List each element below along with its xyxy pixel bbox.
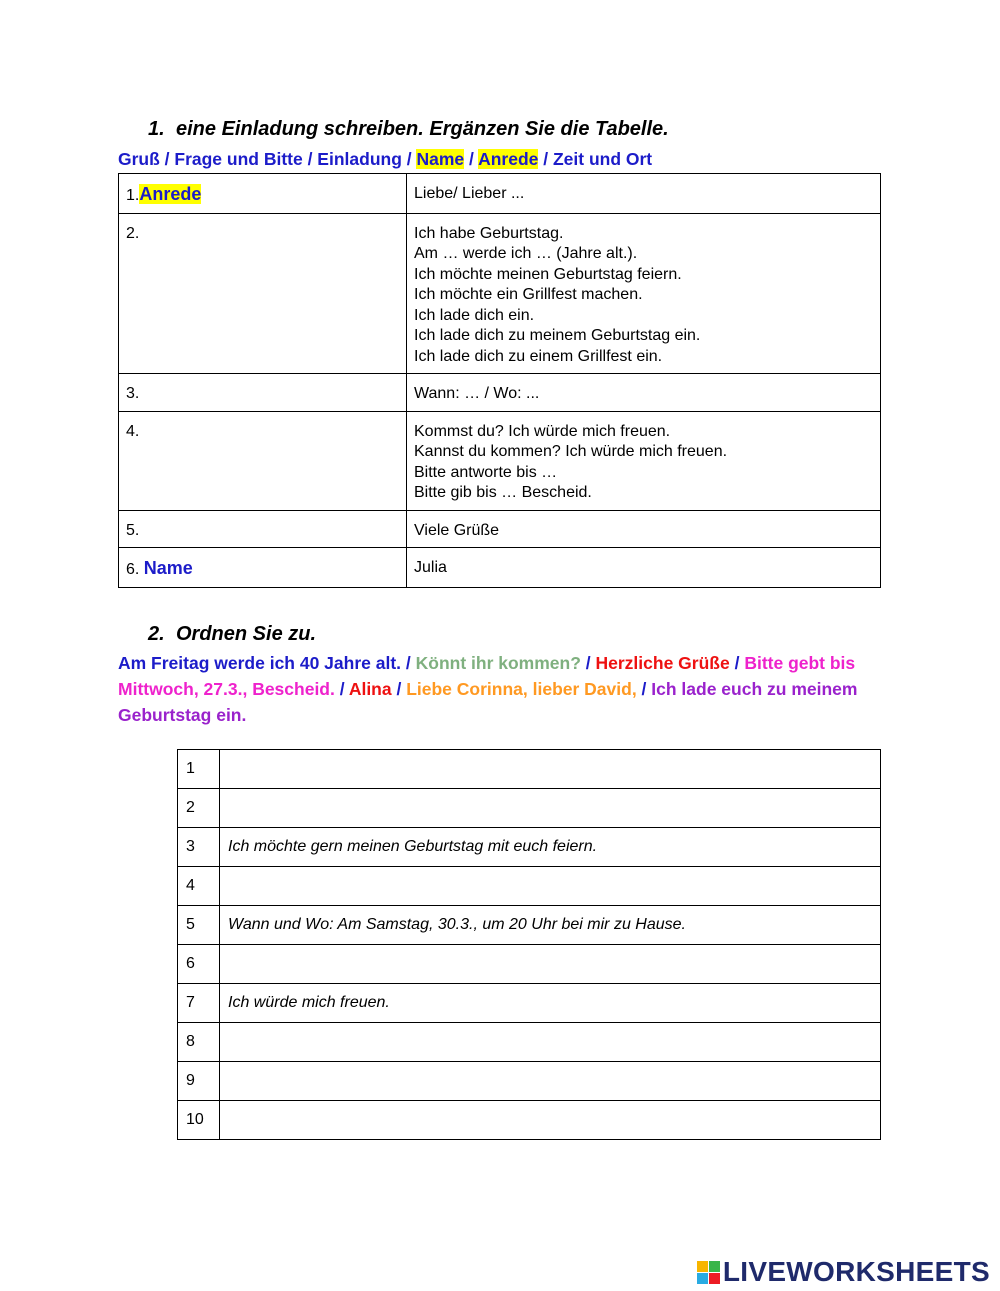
category-cell[interactable]: [119, 374, 407, 412]
row-number: 6: [178, 945, 220, 984]
logo-square: [697, 1261, 708, 1272]
example-cell: [407, 548, 881, 588]
example-cell: [407, 213, 881, 374]
word-bank-2-segment: /: [334, 679, 349, 699]
row-number: 6.: [126, 561, 144, 578]
table-row: [178, 867, 881, 906]
row-number: 2: [178, 789, 220, 828]
table-row: [178, 906, 881, 945]
example-cell: [407, 374, 881, 412]
word-bank-2-segment: Könnt ihr kommen?: [415, 653, 581, 673]
row-number: 3.: [126, 385, 140, 402]
table-row: [119, 548, 881, 588]
table-row: [119, 411, 881, 510]
table-row: [178, 945, 881, 984]
word-bank-2-segment: Herzliche Grüße: [595, 653, 730, 673]
example-cell: [407, 411, 881, 510]
table-row: [178, 789, 881, 828]
example-line: Ich habe Geburtstag.: [414, 224, 564, 242]
table-row: [178, 828, 881, 867]
example-line: Ich lade dich zu meinem Geburtstag ein.: [414, 327, 701, 344]
table-row: [178, 750, 881, 789]
word-bank-2-segment: /: [636, 679, 652, 699]
section-2-title: Ordnen Sie zu.: [176, 623, 317, 645]
category-cell[interactable]: [119, 174, 407, 214]
word-bank-2-segment: /: [401, 653, 416, 673]
row-number: 5: [178, 906, 220, 945]
row-number: 1.: [126, 187, 140, 204]
example-line: Julia: [414, 559, 447, 576]
table-row: [119, 374, 881, 412]
row-number: 4.: [126, 422, 140, 440]
example-line: Kommst du? Ich würde mich freuen.: [414, 422, 671, 440]
example-line: Viele Grüße: [414, 521, 500, 539]
row-number: 10: [178, 1101, 220, 1140]
ordering-table: [177, 749, 881, 1140]
row-number: 9: [178, 1062, 220, 1101]
answer-input-cell[interactable]: [220, 1023, 881, 1062]
table-row: [178, 1101, 881, 1140]
section-2-heading: [148, 623, 316, 646]
row-number: 2.: [126, 224, 140, 242]
logo-square: [709, 1273, 720, 1284]
row-number: 3: [178, 828, 220, 867]
category-answer: Name: [143, 558, 193, 578]
row-number: 5.: [126, 521, 140, 539]
given-sentence: Ich möchte gern meinen Geburtstag mit euch feiern.: [220, 828, 881, 867]
word-bank-1-segment: Gruß / Frage und Bitte / Einladung /: [118, 149, 417, 169]
category-cell[interactable]: [119, 510, 407, 548]
category-cell[interactable]: [119, 411, 407, 510]
word-bank-2-segment: Ich lade euch zu meinem Geburtstag ein.: [118, 679, 858, 725]
example-line: Ich möchte ein Grillfest machen.: [414, 286, 643, 303]
category-answer: Anrede: [139, 184, 202, 204]
table-row: [119, 213, 881, 374]
word-bank-1-segment: Anrede: [478, 149, 539, 169]
row-number: 1: [178, 750, 220, 789]
logo-text: LIVEWORKSHEETS: [722, 1256, 990, 1287]
table-row: [119, 510, 881, 548]
liveworksheets-logo: [697, 1256, 990, 1288]
given-sentence: Wann und Wo: Am Samstag, 30.3., um 20 Uhr bei mir zu Hause.: [220, 906, 881, 945]
word-bank-1-segment: / Zeit und Ort: [538, 149, 653, 169]
word-bank-1-segment: /: [464, 149, 479, 169]
answer-input-cell[interactable]: [220, 1062, 881, 1101]
word-bank-2-segment: Liebe Corinna, lieber David,: [406, 679, 637, 699]
logo-mark-icon: [697, 1261, 720, 1284]
example-cell: [407, 510, 881, 548]
row-number: 7: [178, 984, 220, 1023]
word-bank-2-segment: Am Freitag werde ich 40 Jahre alt.: [118, 653, 402, 673]
logo-square: [697, 1273, 708, 1284]
invitation-structure-table: [118, 173, 881, 588]
example-line: Bitte antworte bis …: [414, 463, 558, 481]
category-cell[interactable]: [119, 548, 407, 588]
table-row: [178, 1062, 881, 1101]
example-line: Bitte gib bis … Bescheid.: [414, 484, 592, 501]
example-cell: [407, 174, 881, 214]
word-bank-2-segment: /: [391, 679, 407, 699]
category-cell[interactable]: [119, 213, 407, 374]
example-line: Ich lade dich zu einem Grillfest ein.: [414, 347, 663, 365]
section-2-word-bank: [118, 650, 888, 728]
word-bank-1-segment: Name: [416, 149, 465, 169]
section-1-word-bank: [118, 146, 652, 172]
row-number: 8: [178, 1023, 220, 1062]
table-row: [178, 984, 881, 1023]
word-bank-2-segment: Alina: [348, 679, 392, 699]
logo-square: [709, 1261, 720, 1272]
example-line: Ich möchte meinen Geburtstag feiern.: [414, 265, 682, 283]
section-1-number: 1.: [148, 118, 165, 140]
answer-input-cell[interactable]: [220, 750, 881, 789]
row-number: 4: [178, 867, 220, 906]
section-2-number: 2.: [148, 623, 165, 645]
section-1-title: eine Einladung schreiben. Ergänzen Sie die Tabelle.: [176, 118, 669, 140]
word-bank-2-segment: /: [729, 653, 745, 673]
answer-input-cell[interactable]: [220, 945, 881, 984]
example-line: Am … werde ich … (Jahre alt.).: [414, 245, 638, 262]
example-line: Ich lade dich ein.: [414, 306, 535, 324]
answer-input-cell[interactable]: [220, 1101, 881, 1140]
table-row: [178, 1023, 881, 1062]
example-line: Liebe/ Lieber ...: [414, 185, 525, 202]
answer-input-cell[interactable]: [220, 867, 881, 906]
example-line: Kannst du kommen? Ich würde mich freuen.: [414, 443, 728, 460]
answer-input-cell[interactable]: [220, 789, 881, 828]
section-1-heading: [148, 118, 669, 141]
given-sentence: Ich würde mich freuen.: [220, 984, 881, 1023]
example-line: Wann: … / Wo: ...: [414, 385, 540, 402]
word-bank-2-segment: Bitte gebt bis Mittwoch, 27.3., Bescheid.: [118, 653, 856, 699]
word-bank-2-segment: /: [580, 653, 596, 673]
table-row: [119, 174, 881, 214]
